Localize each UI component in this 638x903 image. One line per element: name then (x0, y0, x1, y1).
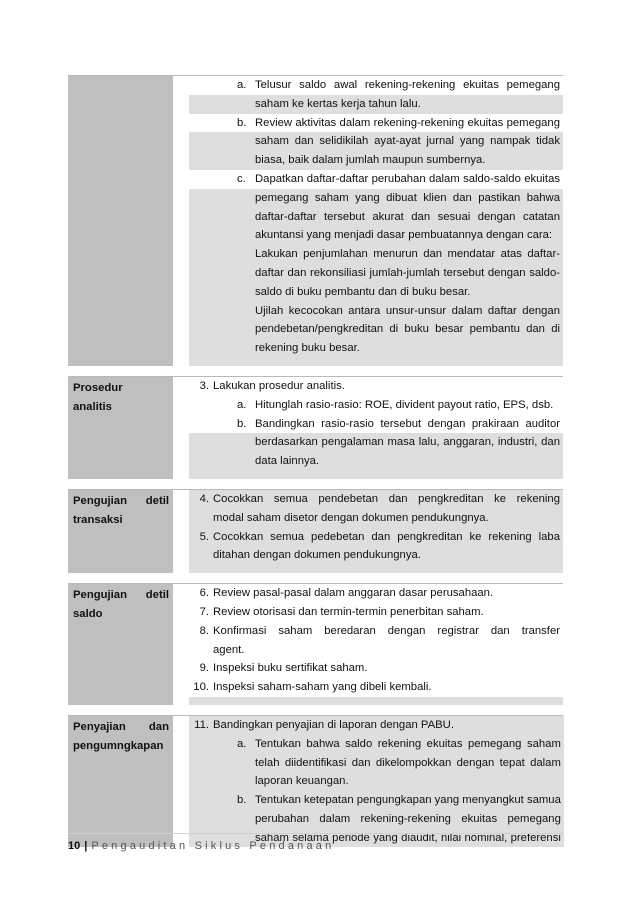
list-item-line (189, 226, 563, 245)
list-item-line (189, 659, 563, 678)
item-text: saham dan selidikilah ayat-ayat jurnal yang nampak tidak (255, 135, 560, 148)
row-label (68, 584, 173, 705)
list-item-line (189, 245, 563, 264)
row-label-word: Penyajian (73, 720, 126, 733)
item-text: daftar dan rekonsiliasi jumlah-jumlah tersebut dengan saldo- (255, 266, 560, 279)
item-number (189, 208, 213, 227)
item-letter (237, 264, 255, 283)
item-letter (237, 245, 255, 264)
item-number (189, 302, 213, 321)
list-item-line (189, 264, 563, 283)
list-item-line (189, 114, 563, 133)
list-item-line (189, 490, 563, 509)
item-text: pemegang saham yang dibuat klien dan pastikan bahwa (255, 191, 560, 204)
list-item-line (189, 622, 563, 641)
item-letter (237, 95, 255, 114)
list-item-line (189, 546, 563, 565)
item-number (189, 791, 213, 810)
footer-separator: | (84, 840, 88, 852)
item-number (189, 76, 213, 95)
item-number (189, 264, 213, 283)
list-item-line (189, 76, 563, 95)
list-item-line (189, 170, 563, 189)
list-item-line (189, 772, 564, 791)
row-content (189, 76, 563, 366)
item-number: 9. (199, 662, 209, 675)
item-text: Konfirmasi saham beredaran dengan registrar dan transfer (213, 624, 560, 637)
row-label (68, 377, 173, 479)
row-label (68, 76, 173, 366)
list-item-line (189, 208, 563, 227)
item-letter (237, 208, 255, 227)
item-number (189, 189, 213, 208)
list-item-line (189, 189, 563, 208)
item-text: Bandingkan penyajian di laporan dengan PABU. (213, 718, 454, 731)
item-number (189, 339, 213, 358)
table-row (68, 715, 563, 848)
item-text: ditahan dengan dokumen pendukungnya. (213, 549, 421, 562)
row-label-line (73, 586, 169, 605)
row-label-word: dan (148, 720, 169, 733)
row-content (189, 490, 563, 573)
item-number (189, 509, 213, 528)
item-text: Lakukan prosedur analitis. (213, 379, 345, 392)
table-row (68, 583, 563, 705)
item-text: akuntansi yang menjadi dasar pembuatannya dengan cara: (255, 229, 553, 242)
item-number (189, 170, 213, 189)
item-text: telah diidentifikasi dan dikelompokkan dengan tepat dalam (255, 756, 561, 769)
item-text: Cocokkan semua pedebetan dan pengkreditan ke rekening laba (213, 530, 560, 543)
row-content (189, 716, 564, 848)
item-text: rekening buku besar. (255, 342, 360, 355)
list-item-line (189, 433, 563, 452)
list-item-line (189, 509, 563, 528)
list-item-line (189, 151, 563, 170)
item-text: Inspeksi buku sertifikat saham. (213, 662, 368, 675)
item-number (189, 452, 213, 471)
row-label-line: pengumngkapan (73, 739, 164, 752)
item-text: Telusur saldo awal rekening-rekening ekuitas pemegang (255, 79, 560, 91)
list-item-line (189, 584, 563, 603)
item-text: berdasarkan pengalaman masa lalu, anggaran, industri, dan (255, 436, 560, 449)
item-text: pendebetan/pengkreditan di buku besar pembantu dan di (255, 323, 560, 336)
item-letter (237, 339, 255, 358)
item-text: Dapatkan daftar-daftar perubahan dalam saldo-saldo ekuitas (255, 172, 560, 185)
list-item-line (189, 320, 563, 339)
footer-title: Pengauditan Siklus Pendanaan (91, 840, 335, 852)
row-label-line: saldo (73, 608, 103, 621)
item-letter: b. (237, 116, 247, 129)
item-text: Hitunglah rasio-rasio: ROE, divident payout ratio, EPS, dsb. (255, 398, 554, 411)
list-item-line (189, 302, 563, 321)
item-letter: c. (237, 172, 246, 185)
item-number (189, 735, 213, 754)
item-text: saham ke kertas kerja tahun lalu. (255, 97, 421, 110)
item-letter (237, 132, 255, 151)
item-number: 4. (199, 492, 209, 505)
item-letter (237, 754, 255, 773)
page-footer (68, 833, 563, 852)
list-item-line (189, 95, 563, 114)
item-number (189, 810, 213, 829)
list-item-line (189, 735, 564, 754)
item-number (189, 546, 213, 565)
list-item-line (189, 283, 563, 302)
item-number (189, 754, 213, 773)
item-text: modal saham disetor dengan dokumen pendukungnya. (213, 511, 489, 524)
item-number: 11. (194, 718, 209, 731)
item-text: Review pasal-pasal dalam anggaran dasar perusahaan. (213, 587, 494, 600)
list-item-line (189, 754, 564, 773)
item-number (189, 245, 213, 264)
list-item-line (189, 452, 563, 471)
item-number (189, 641, 213, 660)
item-text: Review aktivitas dalam rekening-rekening ekuitas pemegang (255, 116, 560, 129)
row-content (189, 377, 563, 479)
item-number (189, 772, 213, 791)
item-letter: b. (237, 794, 247, 807)
item-letter: a. (237, 79, 247, 91)
row-label-word: detil (145, 494, 169, 507)
list-item-line (189, 603, 563, 622)
row-label-line: transaksi (73, 513, 123, 526)
item-number (189, 320, 213, 339)
item-letter (237, 320, 255, 339)
row-label-line: analitis (73, 400, 112, 413)
item-text: Cocokkan semua pendebetan dan pengkreditan ke rekening (213, 492, 560, 505)
item-number (189, 283, 213, 302)
list-item-line (189, 377, 563, 396)
item-letter: a. (237, 737, 247, 750)
row-label-line (73, 492, 169, 511)
table-row (68, 376, 563, 479)
list-item-line (189, 641, 563, 660)
item-letter (237, 302, 255, 321)
list-item-line (189, 791, 564, 810)
item-number (189, 95, 213, 114)
page-number: 10 (68, 840, 81, 852)
item-number: 3. (199, 379, 209, 392)
item-text: daftar-daftar tersebut akurat dan sesuai dengan catatan (255, 210, 560, 223)
row-label-line (73, 718, 169, 737)
item-text: Review otorisasi dan termin-termin penerbitan saham. (213, 605, 484, 618)
item-text: Ujilah kecocokan antara unsur-unsur dalam daftar dengan (255, 304, 560, 317)
item-text: laporan keuangan. (255, 775, 349, 788)
item-number: 5. (199, 530, 209, 543)
row-label-word: detil (145, 589, 169, 602)
item-letter (237, 151, 255, 170)
item-letter (237, 283, 255, 302)
item-letter: a. (237, 398, 247, 411)
item-text: saham selama periode yang diaudit, nilai nominal, preferensi (255, 831, 561, 844)
row-label-word: Pengujian (73, 494, 127, 507)
item-text: biasa, baik dalam jumlah maupun sumbernya. (255, 154, 486, 167)
audit-procedure-table (68, 75, 563, 847)
table-row (68, 75, 563, 366)
list-item-line (189, 396, 563, 415)
item-number (189, 132, 213, 151)
item-number (189, 415, 213, 434)
row-label (68, 490, 173, 573)
item-text: Tentukan bahwa saldo rekening ekuitas pemegang saham (255, 737, 561, 750)
list-item-line (189, 810, 564, 829)
item-letter (237, 226, 255, 245)
item-number (189, 114, 213, 133)
table-row (68, 489, 563, 573)
item-number (189, 226, 213, 245)
item-letter (237, 189, 255, 208)
row-label-word: Pengujian (73, 589, 127, 602)
item-number: 10. (193, 681, 209, 694)
item-text: Lakukan penjumlahan menurun dan mendatar atas daftar- (255, 248, 560, 261)
row-label (68, 716, 173, 848)
item-text: Bandingkan rasio-rasio tersebut dengan prakiraan auditor (255, 417, 560, 430)
item-text: data lainnya. (255, 455, 320, 468)
item-number: 6. (199, 587, 209, 600)
item-text: saldo di buku pembantu dan di buku besar. (255, 285, 471, 298)
list-item-line (189, 339, 563, 358)
item-text: Inspeksi saham-saham yang dibeli kembali. (213, 681, 432, 694)
list-item-line (189, 678, 563, 697)
item-text: agent. (213, 643, 245, 656)
item-letter: b. (237, 417, 247, 430)
item-number (189, 433, 213, 452)
item-number (189, 151, 213, 170)
list-item-line (189, 132, 563, 151)
item-letter (237, 810, 255, 829)
item-text: Tentukan ketepatan pengungkapan yang menyangkut samua (255, 794, 561, 807)
list-item-line (189, 415, 563, 434)
item-letter (237, 452, 255, 471)
item-number (189, 396, 213, 415)
item-letter (237, 772, 255, 791)
item-text: perubahan dalam rekening-rekening ekuitas pemegang (255, 812, 561, 825)
row-content (189, 584, 563, 705)
row-label-line: Prosedur (73, 381, 123, 394)
item-number: 7. (199, 605, 209, 618)
list-item-line (189, 716, 564, 735)
item-letter (237, 433, 255, 452)
list-item-line (189, 528, 563, 547)
item-number: 8. (199, 624, 209, 637)
